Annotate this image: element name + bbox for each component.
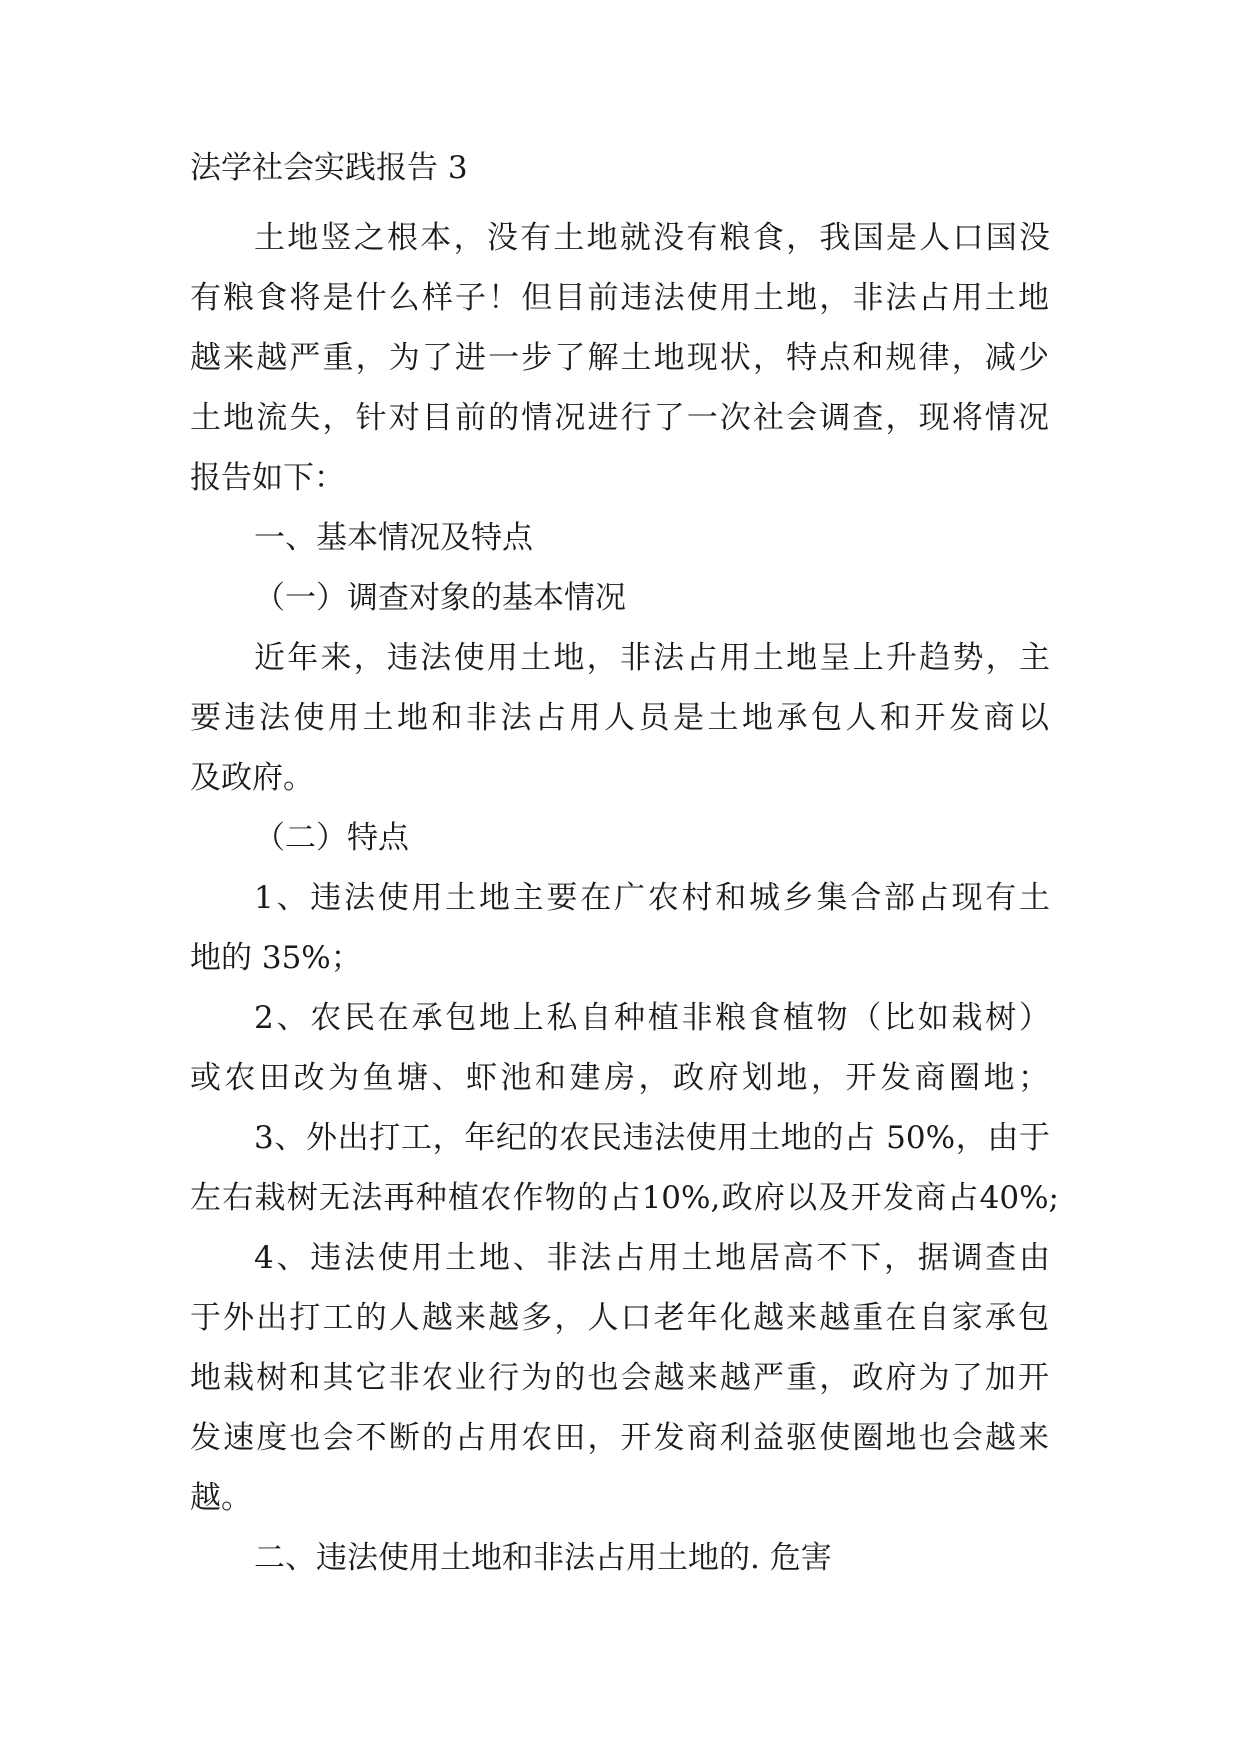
list-item-line: 发速度也会不断的占用农田，开发商利益驱使圈地也会越来 [190,1420,1049,1456]
paragraph-line: 报告如下： [190,460,345,496]
section-heading: 二、违法使用土地和非法占用土地的. 危害 [254,1540,832,1576]
list-item-line: 越。 [190,1480,252,1516]
paragraph-line: 土地竖之根本，没有土地就没有粮食，我国是人口国没 [254,220,1050,256]
paragraph-line: 近年来，违法使用土地，非法占用土地呈上升趋势，主 [254,640,1050,676]
list-item-line: 地栽树和其它非农业行为的也会越来越严重，政府为了加开 [190,1360,1049,1396]
list-item-line: 4、违法使用土地、非法占用土地居高不下，据调查由 [254,1240,1050,1276]
document-title: 法学社会实践报告 3 [190,150,468,186]
paragraph-line: 越来越严重，为了进一步了解土地现状，特点和规律，减少 [190,340,1049,376]
list-item-line: 地的 35%； [190,940,362,976]
subsection-heading: （二）特点 [254,820,409,856]
paragraph-line: 要违法使用土地和非法占用人员是土地承包人和开发商以 [190,700,1049,736]
list-item-line: 3、外出打工，年纪的农民违法使用土地的占 50%，由于 [254,1120,1050,1156]
list-item-line: 左右栽树无法再种植农作物的占10%,政府以及开发商占40%; [190,1180,1059,1216]
paragraph-line: 土地流失，针对目前的情况进行了一次社会调查，现将情况 [190,400,1049,436]
list-item-line: 2、农民在承包地上私自种植非粮食植物（比如栽树） [254,1000,1050,1036]
list-item-line: 或农田改为鱼塘、虾池和建房，政府划地，开发商圈地； [190,1060,1049,1096]
list-item-line: 于外出打工的人越来越多，人口老年化越来越重在自家承包 [190,1300,1049,1336]
subsection-heading: （一）调查对象的基本情况 [254,580,626,616]
paragraph-line: 及政府。 [190,760,314,796]
list-item-line: 1、违法使用土地主要在广农村和城乡集合部占现有土 [254,880,1050,916]
paragraph-line: 有粮食将是什么样子！但目前违法使用土地，非法占用土地 [190,280,1049,316]
section-heading: 一、基本情况及特点 [254,520,533,556]
